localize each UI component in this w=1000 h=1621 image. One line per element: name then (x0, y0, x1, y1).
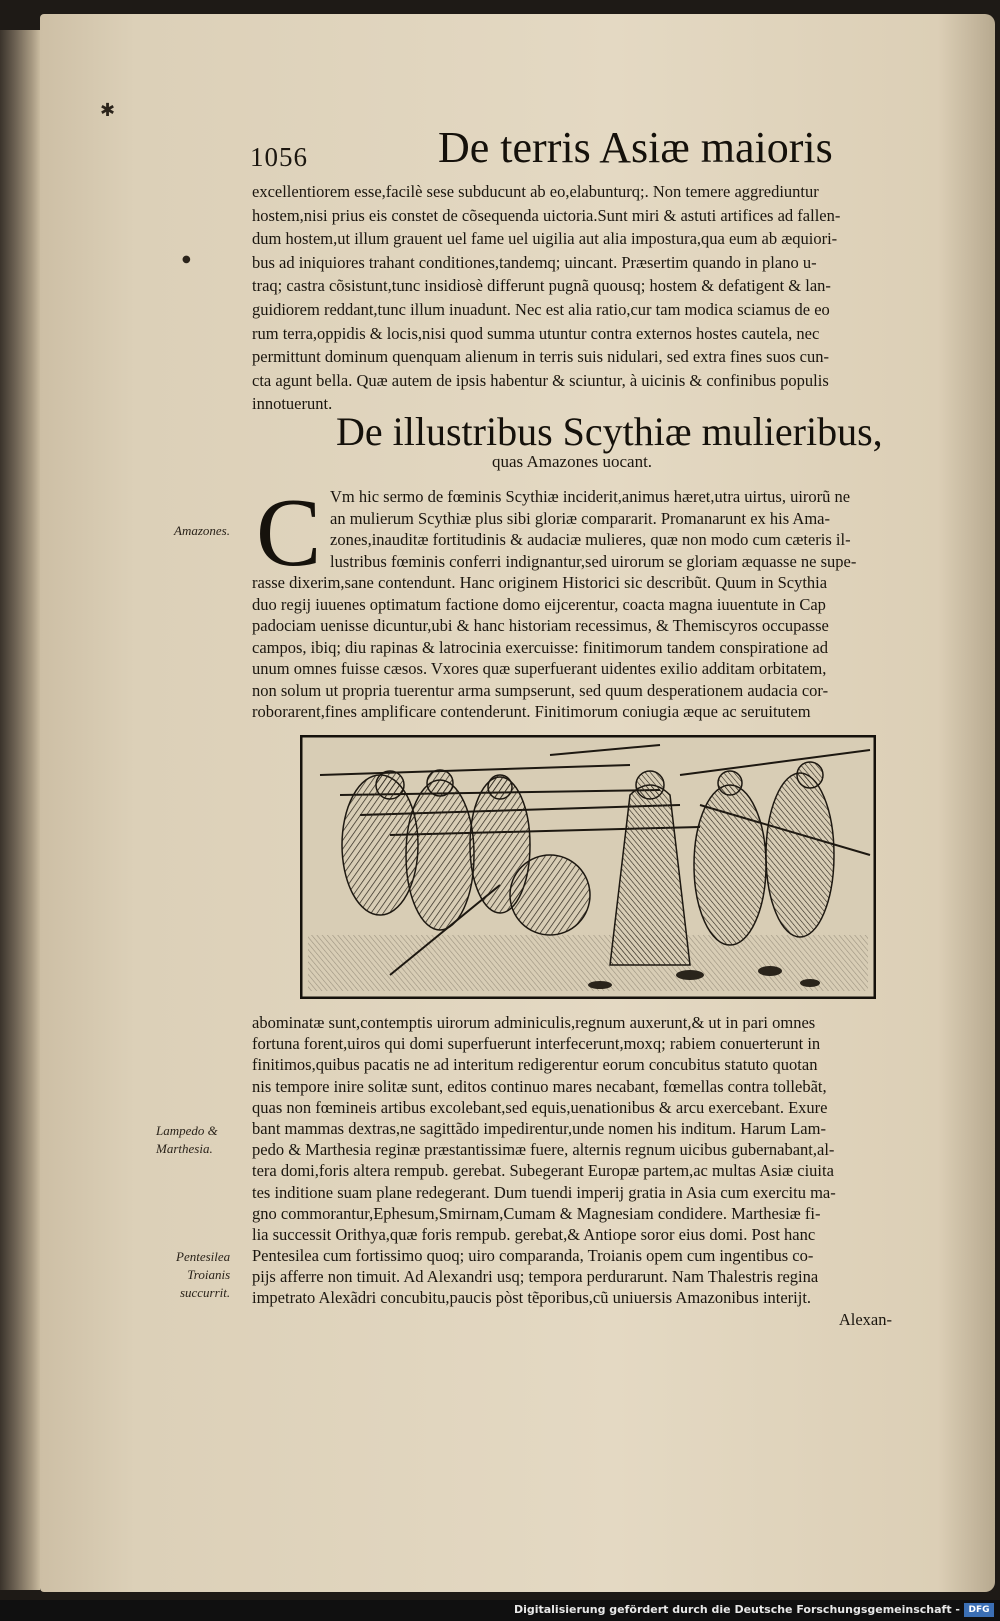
woodcut-ground (308, 935, 868, 991)
margin-note-line: Pentesilea (176, 1249, 231, 1264)
running-head: De terris Asiæ maioris (438, 123, 833, 172)
dfg-logo-icon: DFG (964, 1603, 994, 1617)
text-line: abominatæ sunt,contemptis uirorum adminiculis,regnum auxerunt,& ut in pari omnes (252, 1013, 816, 1032)
margin-note-line: Lampedo & (156, 1123, 218, 1138)
text-line: quas non fœmineis artibus excolebant,sed equis,uenationibus & arcu exercebant. Exure (252, 1097, 828, 1117)
ink-speck: ● (182, 254, 191, 265)
text-line: lustribus fœminis conferri indignantur,sed uirorum se gloriam æquasse ne supe- (330, 551, 857, 571)
text-line: permittunt dominum quenquam alienum in terris suis nidulari, sed extra fines suos cun- (252, 347, 829, 367)
text-line: lia successit Orithya,quæ foris rempub. gerebat,& Antiope soror eius domi. Post hanc (252, 1224, 816, 1244)
margin-note-lampedo (156, 1122, 218, 1158)
text-line: an mulierum Scythiæ plus sibi gloriæ compararit. Promanarunt ex his Ama- (330, 508, 830, 528)
margin-note-line: Troianis (187, 1267, 231, 1282)
text-line: hostem,nisi prius eis constet de cõsequenda uictoria.Sunt miri & astuti artifices ad fallen- (252, 205, 841, 225)
drop-cap-initial: C (256, 479, 322, 587)
page-edge-stack (0, 30, 40, 1590)
body-paragraph (252, 572, 829, 723)
text-line: innotuerunt. (252, 394, 333, 414)
catchword: Alexan- (838, 1309, 892, 1329)
footer-credit: Digitalisierung gefördert durch die Deutsche Forschungsgemeinschaft - (513, 1603, 960, 1616)
text-line: rum terra,oppidis & locis,nisi quod summa utuntur contra externos hostes cautela, nec (252, 323, 820, 343)
section-subheading: quas Amazones uocant. (492, 452, 653, 471)
text-line: cta agunt bella. Quæ autem de ipsis habentur & sciuntur, à uicinis & confinibus populis (252, 370, 829, 390)
margin-note-line: Marthesia. (156, 1141, 213, 1156)
text-line: campos, ibiq; diu rapinas & latrocinia exercuisse: finitimorum tandem conspiratione ad (252, 637, 828, 657)
text-line: non solum ut propria tuerentur arma sumpserunt, sed quum desperationem audacia cor- (252, 680, 829, 700)
text-line: gno commorantur,Ephesum,Smirnam,Cumam & Magnesiam condidere. Marthesiæ fi- (252, 1203, 821, 1223)
text-line: padociam uenisse dicuntur,ubi & hanc historiam recessimus, & Themiscyros occupasse (252, 616, 829, 635)
folio-number: 1056 (250, 142, 308, 172)
text-line: Vm hic sermo de fœminis Scythiæ inciderit,animus hæret,utra uirtus, uirorũ ne (330, 487, 851, 506)
text-line: finitimos,quibus pacatis ne ad interitum redigerentur eorum concubitus statuto quotan (252, 1055, 818, 1075)
text-line: pijs afferre non timuit. Ad Alexandri usq; tempora perdurarunt. Nam Thalestris regina (252, 1267, 819, 1287)
text-line: guidiorem reddant,tunc illum inuadunt. Nec est alia ratio,cur tam modica sciamus de eo (252, 299, 830, 319)
text-line: impetrato Alexãdri concubitu,paucis pòst tẽporibus,cũ uniuersis Amazonibus interijt. (252, 1288, 812, 1308)
drop-cap-lines (330, 486, 856, 572)
text-line: zones,inauditæ fortitudinis & audaciæ mulieres, quæ non modo cum cæteris il- (330, 530, 851, 549)
text-line: pedo & Marthesia reginæ præstantissimæ fuere, alternis regnum uicibus gubernabant,al- (252, 1140, 835, 1160)
text-line: Pentesilea cum fortissimo quoq; uiro comparanda, Troianis opem cum ingentibus co- (252, 1246, 814, 1266)
text-line: traq; castra cõsistunt,tunc insidiosè differunt pugnã quousq; hostem & defatigent & lan- (252, 276, 831, 296)
woodcut-illustration (300, 735, 876, 999)
text-line: tera domi,foris altera rempub. gerebat. Subegerant Europæ partem,ac multas Asiæ ciuita (252, 1161, 834, 1181)
text-line: rasse dixerim,sane contendunt. Hanc originem Historici sic describũt. Quum in Scythia (252, 573, 828, 592)
text-line: duo regij iuuenes optimatum factione domo eijcerentur, coacta magna iuuentute in Cap (252, 594, 826, 614)
margin-note-pentesilea (176, 1248, 230, 1302)
after-woodcut-paragraph (252, 1012, 892, 1330)
top-paragraph (252, 180, 840, 416)
text-line: fortuna forent,uiros qui domi superfuerunt interfecerunt,moxq; rabiem conuerterunt in (252, 1034, 821, 1054)
text-line: dum hostem,ut illum grauent uel fame uel uigilia aut alia impostura,qua eum ab æquiori- (252, 229, 838, 249)
text-line: roborarent,fines amplificare contenderunt. Finitimorum coniugia æque ac seruitutem (252, 702, 811, 721)
ink-speck: ✱ (100, 100, 116, 121)
text-line: bant mammas dextras,ne sagittãdo impedirentur,unde nomen his inditum. Harum Lam- (252, 1118, 826, 1138)
text-line: unum omnes fuisse cæsos. Vxores quæ superfuerant uidentes exilio additam orbitatem, (252, 659, 827, 678)
text-line: nis tempore inire solitæ sunt, editos continuo mares necabant, fœmellas contra tollebãt, (252, 1076, 827, 1096)
margin-note-line: succurrit. (179, 1285, 231, 1300)
text-line: excellentiorem esse,facilè sese subducunt ab eo,elabunturq;. Non temere aggrediuntur (252, 182, 819, 201)
text-line: bus ad iniquiores trahant conditiones,tandemq; uincant. Præsertim quando in plano u- (252, 252, 817, 272)
woodcut-amazons (610, 762, 834, 965)
section-heading: De illustribus Scythiæ mulieribus, (336, 409, 883, 454)
margin-note-amazones: Amazones. (174, 523, 230, 538)
text-line: tes inditione suam plane redegerant. Dum tuendi imperij gratia in Asia cum exercitu ma- (252, 1182, 836, 1202)
